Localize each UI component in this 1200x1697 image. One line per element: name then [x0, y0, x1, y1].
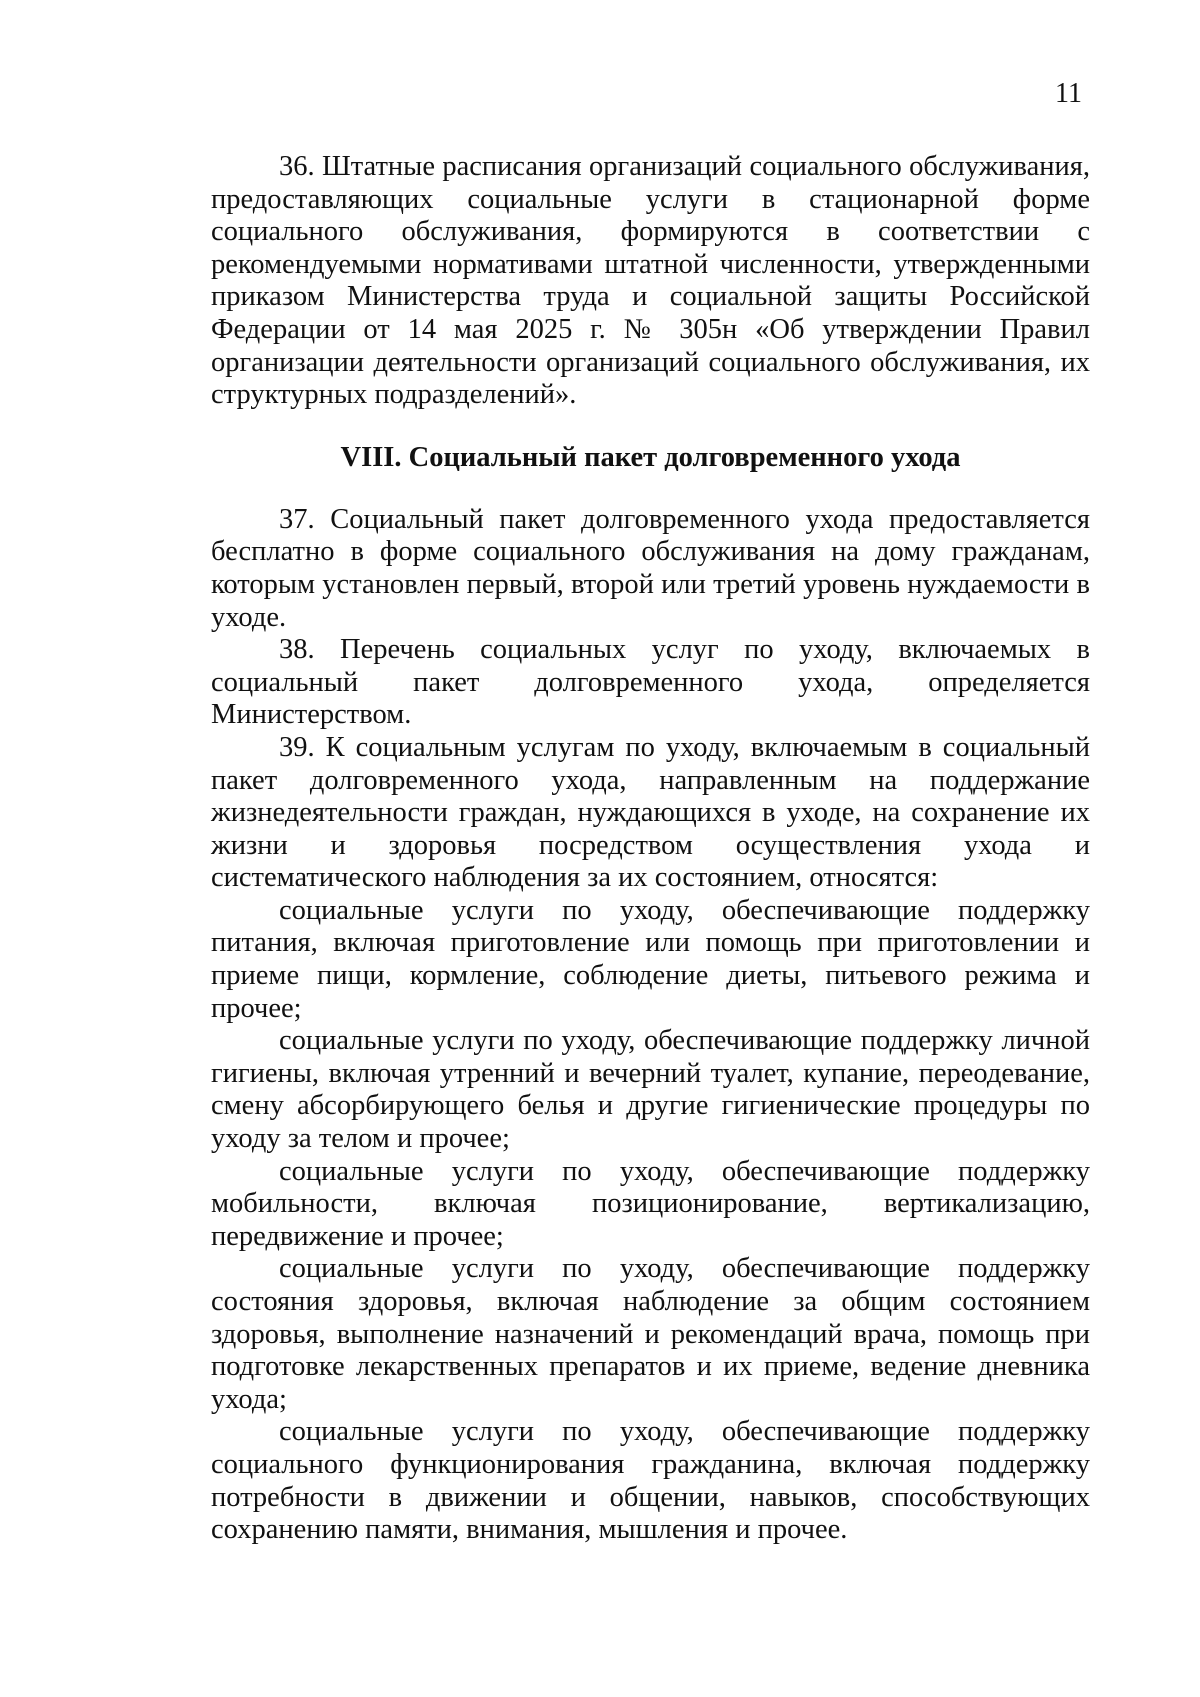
page-number: 11	[1055, 78, 1082, 109]
section-heading: VIII. Социальный пакет долговременного ухода	[340, 441, 961, 473]
paragraph-39: 39. К социальным услугам по уходу, включаемым в социальный пакет долговременного ухода, направленным на поддержание жизнедеятельности граждан, нуждающихся в уходе, на сохранение их жизни и здоровья посредством осуществления ухода и систематического наблюдения за их состоянием, относятся:	[211, 731, 1090, 894]
list-item-nutrition: социальные услуги по уходу, обеспечивающие поддержку питания, включая приготовление или помощь при приготовлении и приеме пищи, кормление, соблюдение диеты, питьевого режима и прочее;	[211, 894, 1090, 1024]
paragraph-38: 38. Перечень социальных услуг по уходу, включаемых в социальный пакет долговременного ухода, определяется Министерством.	[211, 634, 1090, 731]
document-body	[211, 151, 1090, 1547]
list-item-health: социальные услуги по уходу, обеспечивающие поддержку состояния здоровья, включая наблюдение за общим состоянием здоровья, выполнение назначений и рекомендаций врача, помощь при подготовке лекарственных препаратов и их приеме, ведение дневника ухода;	[211, 1253, 1090, 1415]
list-item-mobility: социальные услуги по уходу, обеспечивающие поддержку мобильности, включая позиционирование, вертикализацию, передвижение и прочее;	[211, 1155, 1090, 1252]
paragraph-36: 36. Штатные расписания организаций социального обслуживания, предоставляющих социальные услуги в стационарной форме социального обслуживания, формируются в соответствии с рекомендуемыми нормативами штатной численности, утвержденными приказом Министерства труда и социальной защиты Российской Федерации от 14 мая 2025 г. № 305н «Об утверждении Правил организации деятельности организаций социального обслуживания, их структурных подразделений».	[211, 151, 1090, 411]
list-item-social-functioning: социальные услуги по уходу, обеспечивающие поддержку социального функционирования гражданина, включая поддержку потребности в движении и общении, навыков, способствующих сохранению памяти, внимания, мышления и прочее.	[211, 1416, 1090, 1546]
list-item-hygiene: социальные услуги по уходу, обеспечивающие поддержку личной гигиены, включая утренний и вечерний туалет, купание, переодевание, смену абсорбирующего белья и другие гигиенические процедуры по уходу за телом и прочее;	[211, 1025, 1090, 1155]
paragraph-37: 37. Социальный пакет долговременного ухода предоставляется бесплатно в форме социального обслуживания на дому гражданам, которым установлен первый, второй или третий уровень нуждаемости в уходе.	[211, 503, 1090, 633]
